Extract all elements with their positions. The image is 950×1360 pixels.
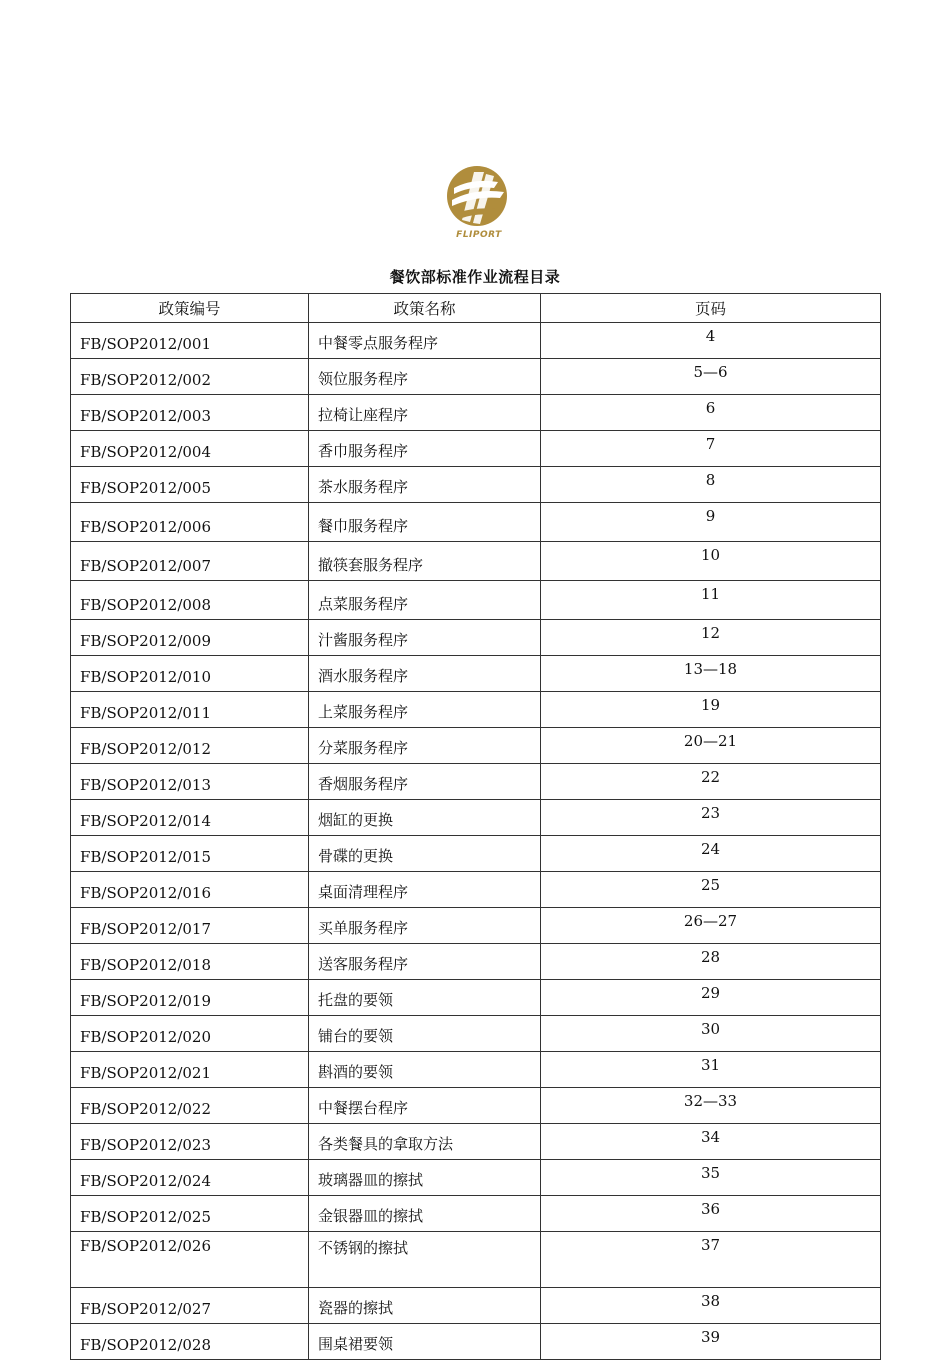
table-header-row: [71, 294, 881, 323]
policy-code-cell: FB/SOP2012/021: [71, 1052, 309, 1088]
policy-name-cell: 餐巾服务程序: [309, 503, 541, 542]
page-number-cell: 7: [541, 431, 881, 467]
page-number-cell: 30: [541, 1016, 881, 1052]
document-title: 餐饮部标准作业流程目录: [389, 268, 561, 286]
policy-name-cell: 铺台的要领: [309, 1016, 541, 1052]
page-number-cell: 5—6: [541, 359, 881, 395]
policy-code-cell: FB/SOP2012/016: [71, 872, 309, 908]
policy-code-cell: FB/SOP2012/013: [71, 764, 309, 800]
table-row: [71, 1016, 881, 1052]
policy-code-cell: FB/SOP2012/009: [71, 620, 309, 656]
page-number-cell: 29: [541, 980, 881, 1016]
page-number-cell: 19: [541, 692, 881, 728]
header-page-number: 页码: [541, 294, 881, 323]
page-number-cell: 25: [541, 872, 881, 908]
table-row: [71, 908, 881, 944]
policy-name-cell: 领位服务程序: [309, 359, 541, 395]
policy-code-cell: FB/SOP2012/006: [71, 503, 309, 542]
policy-name-cell: 拉椅让座程序: [309, 395, 541, 431]
page-number-cell: 22: [541, 764, 881, 800]
policy-name-cell: 玻璃器皿的擦拭: [309, 1160, 541, 1196]
policy-code-cell: FB/SOP2012/026: [71, 1232, 309, 1288]
policy-code-cell: FB/SOP2012/015: [71, 836, 309, 872]
policy-name-cell: 撤筷套服务程序: [309, 542, 541, 581]
policy-name-cell: 斟酒的要领: [309, 1052, 541, 1088]
policy-code-cell: FB/SOP2012/018: [71, 944, 309, 980]
policy-name-cell: 烟缸的更换: [309, 800, 541, 836]
table-row: [71, 656, 881, 692]
page-number-cell: 31: [541, 1052, 881, 1088]
page-number-cell: 35: [541, 1160, 881, 1196]
page-number-cell: 23: [541, 800, 881, 836]
policy-name-cell: 金银器皿的擦拭: [309, 1196, 541, 1232]
policy-name-cell: 骨碟的更换: [309, 836, 541, 872]
page-number-cell: 4: [541, 323, 881, 359]
policy-code-cell: FB/SOP2012/007: [71, 542, 309, 581]
policy-code-cell: FB/SOP2012/024: [71, 1160, 309, 1196]
page-number-cell: 39: [541, 1324, 881, 1360]
page-number-cell: 13—18: [541, 656, 881, 692]
policy-code-cell: FB/SOP2012/005: [71, 467, 309, 503]
policy-code-cell: FB/SOP2012/012: [71, 728, 309, 764]
policy-code-cell: FB/SOP2012/025: [71, 1196, 309, 1232]
page-number-cell: 32—33: [541, 1088, 881, 1124]
table-row: [71, 467, 881, 503]
table-row: [71, 692, 881, 728]
sop-index-table: [70, 293, 881, 1360]
page-number-cell: 11: [541, 581, 881, 620]
policy-code-cell: FB/SOP2012/020: [71, 1016, 309, 1052]
page-number-cell: 37: [541, 1232, 881, 1288]
policy-name-cell: 托盘的要领: [309, 980, 541, 1016]
policy-code-cell: FB/SOP2012/027: [71, 1288, 309, 1324]
page-number-cell: 34: [541, 1124, 881, 1160]
policy-name-cell: 茶水服务程序: [309, 467, 541, 503]
header-policy-name: 政策名称: [309, 294, 541, 323]
table-row: [71, 764, 881, 800]
policy-name-cell: 上菜服务程序: [309, 692, 541, 728]
policy-code-cell: FB/SOP2012/004: [71, 431, 309, 467]
policy-name-cell: 香烟服务程序: [309, 764, 541, 800]
page-number-cell: 20—21: [541, 728, 881, 764]
page-number-cell: 12: [541, 620, 881, 656]
table-row: [71, 944, 881, 980]
policy-code-cell: FB/SOP2012/014: [71, 800, 309, 836]
table-row: [71, 728, 881, 764]
page-number-cell: 9: [541, 503, 881, 542]
policy-code-cell: FB/SOP2012/002: [71, 359, 309, 395]
table-row: [71, 1196, 881, 1232]
table-row: [71, 323, 881, 359]
policy-name-cell: 香巾服务程序: [309, 431, 541, 467]
page-number-cell: 38: [541, 1288, 881, 1324]
policy-code-cell: FB/SOP2012/019: [71, 980, 309, 1016]
policy-code-cell: FB/SOP2012/017: [71, 908, 309, 944]
table-row: [71, 1124, 881, 1160]
page-number-cell: 24: [541, 836, 881, 872]
policy-code-cell: FB/SOP2012/008: [71, 581, 309, 620]
policy-name-cell: 瓷器的擦拭: [309, 1288, 541, 1324]
table-row: [71, 620, 881, 656]
policy-name-cell: 中餐零点服务程序: [309, 323, 541, 359]
table-row: [71, 359, 881, 395]
page-number-cell: 6: [541, 395, 881, 431]
table-row: [71, 800, 881, 836]
policy-code-cell: FB/SOP2012/023: [71, 1124, 309, 1160]
policy-code-cell: FB/SOP2012/028: [71, 1324, 309, 1360]
table-row: [71, 836, 881, 872]
table-row: [71, 503, 881, 542]
policy-name-cell: 分菜服务程序: [309, 728, 541, 764]
page-number-cell: 8: [541, 467, 881, 503]
header-policy-code: 政策编号: [71, 294, 309, 323]
table-row: [71, 980, 881, 1016]
table-row: [71, 431, 881, 467]
logo-wordmark: FLIPORT: [456, 230, 502, 240]
policy-name-cell: 不锈钢的擦拭: [309, 1232, 541, 1288]
policy-code-cell: FB/SOP2012/010: [71, 656, 309, 692]
table-row: [71, 1232, 881, 1288]
table-row: [71, 1052, 881, 1088]
table-row: [71, 1324, 881, 1360]
table-row: [71, 1288, 881, 1324]
policy-code-cell: FB/SOP2012/003: [71, 395, 309, 431]
policy-name-cell: 买单服务程序: [309, 908, 541, 944]
policy-name-cell: 围桌裙要领: [309, 1324, 541, 1360]
logo-emblem-icon: [440, 166, 518, 230]
table-row: [71, 1088, 881, 1124]
policy-code-cell: FB/SOP2012/011: [71, 692, 309, 728]
policy-name-cell: 酒水服务程序: [309, 656, 541, 692]
page-number-cell: 28: [541, 944, 881, 980]
page-number-cell: 26—27: [541, 908, 881, 944]
table-row: [71, 395, 881, 431]
policy-name-cell: 送客服务程序: [309, 944, 541, 980]
page-number-cell: 10: [541, 542, 881, 581]
page-number-cell: 36: [541, 1196, 881, 1232]
policy-name-cell: 桌面清理程序: [309, 872, 541, 908]
policy-name-cell: 点菜服务程序: [309, 581, 541, 620]
policy-code-cell: FB/SOP2012/022: [71, 1088, 309, 1124]
table-row: [71, 872, 881, 908]
table-row: [71, 581, 881, 620]
table-row: [71, 542, 881, 581]
table-row: [71, 1160, 881, 1196]
company-logo: [440, 166, 518, 246]
policy-name-cell: 汁酱服务程序: [309, 620, 541, 656]
policy-name-cell: 各类餐具的拿取方法: [309, 1124, 541, 1160]
policy-name-cell: 中餐摆台程序: [309, 1088, 541, 1124]
policy-code-cell: FB/SOP2012/001: [71, 323, 309, 359]
